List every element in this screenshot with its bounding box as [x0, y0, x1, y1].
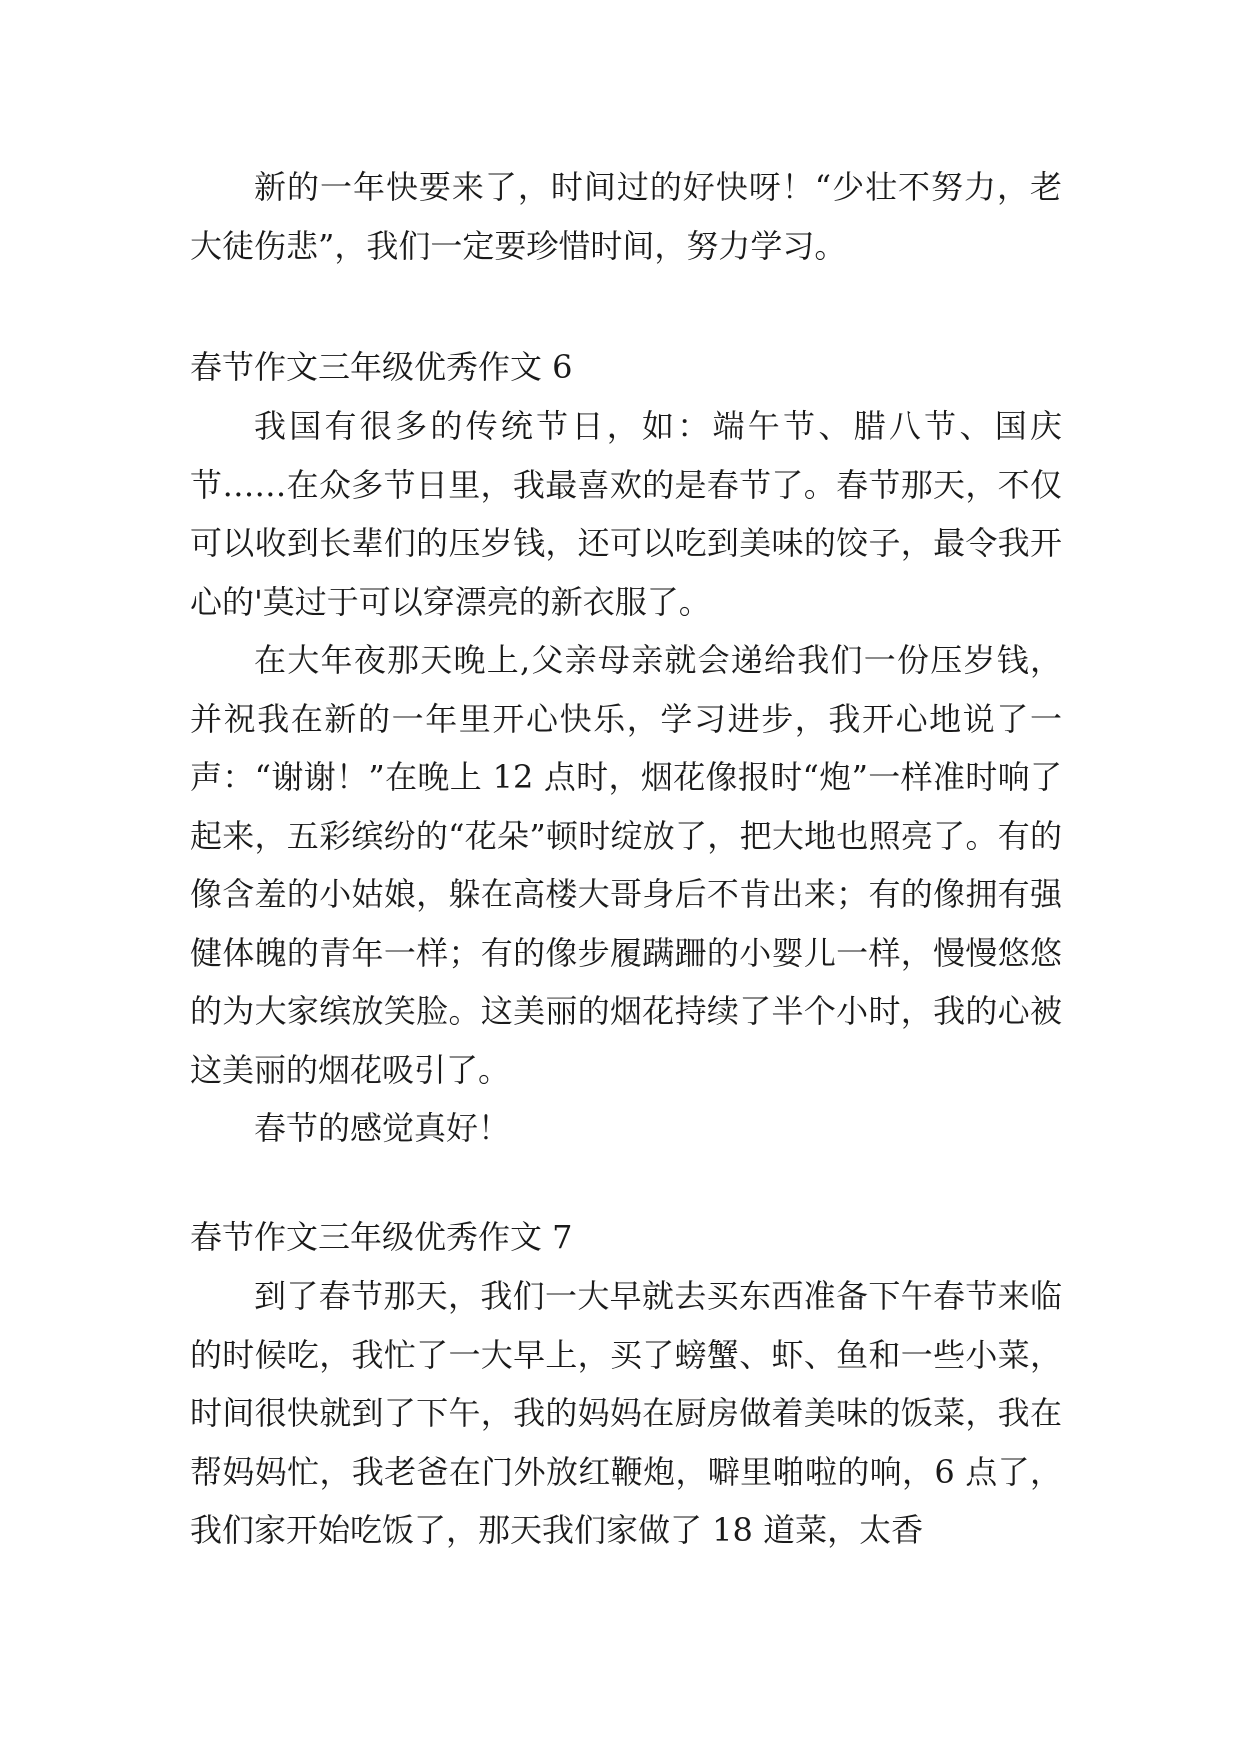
essay-6-paragraph-3: 春节的感觉真好！ [254, 1109, 511, 1147]
essay-6-body [190, 397, 1062, 1158]
intro-paragraph: 新的一年快要来了，时间过的好快呀！“少壮不努力，老大徒伤悲”，我们一定要珍惜时间，努力学习。 [190, 168, 1062, 265]
intro-section [190, 158, 1062, 275]
essay-7-body [190, 1267, 1062, 1560]
essay-6-title: 春节作文三年级优秀作文 6 [190, 348, 573, 386]
essay-7-title: 春节作文三年级优秀作文 7 [190, 1218, 573, 1256]
essay-6-paragraph-1: 我国有很多的传统节日，如：端午节、腊八节、国庆节……在众多节日里，我最喜欢的是春节了。春节那天，不仅可以收到长辈们的压岁钱，还可以吃到美味的饺子，最令我开心的'莫过于可以穿漂亮的新衣服了。 [190, 407, 1062, 621]
essay-7-paragraph-1: 到了春节那天，我们一大早就去买东西准备下午春节来临的时候吃，我忙了一大早上，买了螃蟹、虾、鱼和一些小菜，时间很快就到了下午，我的妈妈在厨房做着美味的饭菜，我在帮妈妈忙，我老爸在门外放红鞭炮，噼里啪啦的响，6 点了，我们家开始吃饭了，那天我们家做了 18 道菜，太香 [190, 1277, 1062, 1549]
essay-6-paragraph-2: 在大年夜那天晚上,父亲母亲就会递给我们一份压岁钱，并祝我在新的一年里开心快乐，学习进步，我开心地说了一声：“谢谢！”在晚上 12 点时，烟花像报时“炮”一样准时响了起来，五彩缤纷的“花朵”顿时绽放了，把大地也照亮了。有的像含羞的小姑娘，躲在高楼大哥身后不肯出来；有的像拥有强健体魄的青年一样；有的像步履蹒跚的小婴儿一样，慢慢悠悠的为大家缤放笑脸。这美丽的烟花持续了半个小时，我的心被这美丽的烟花吸引了。 [190, 641, 1062, 1089]
